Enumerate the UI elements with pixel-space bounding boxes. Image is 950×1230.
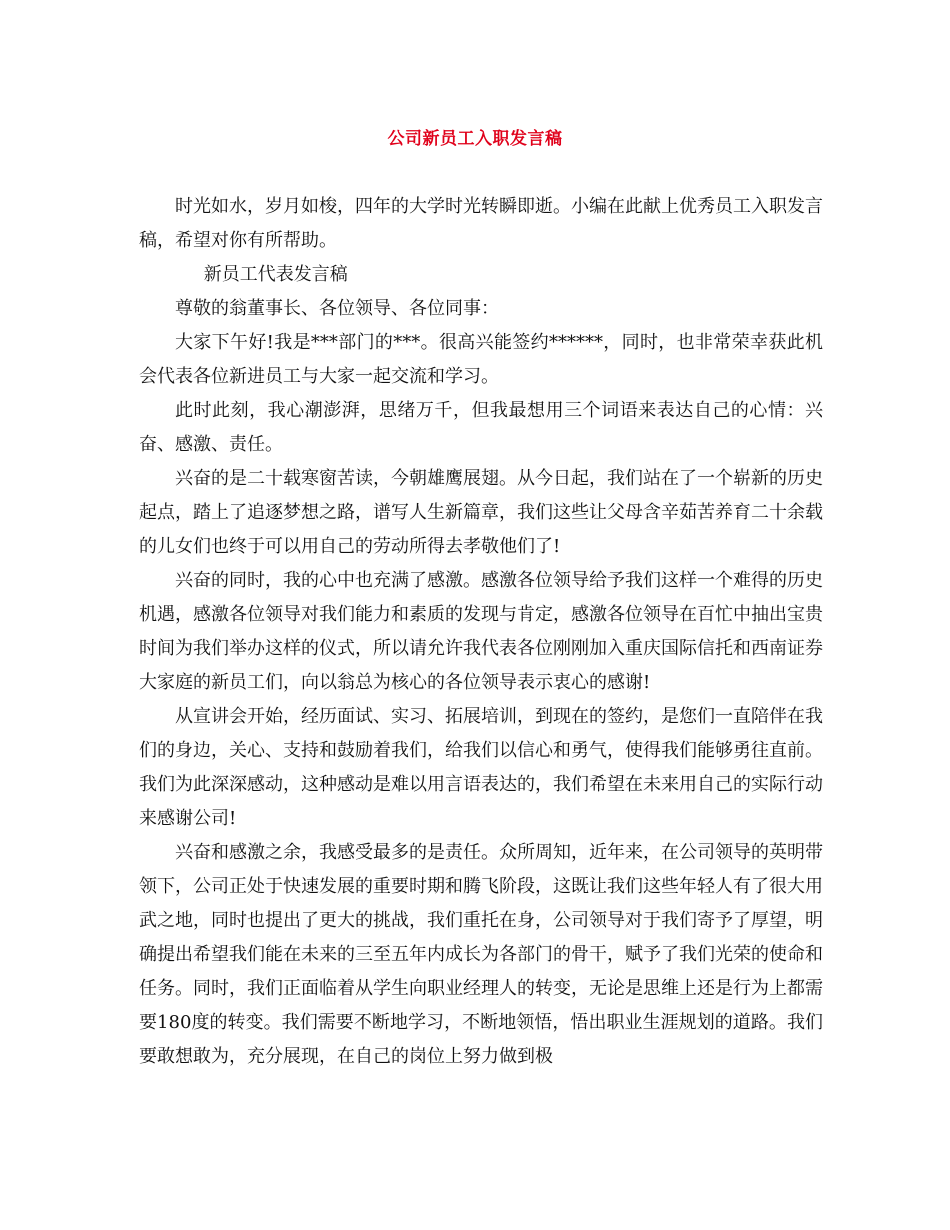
body-paragraph: 大家下午好!我是***部门的***。很高兴能签约******，同时，也非常荣幸获此机会代表各位新进员工与大家一起交流和学习。	[139, 332, 823, 387]
body-paragraph: 兴奋的是二十载寒窗苦读，今朝雄鹰展翅。从今日起，我们站在了一个崭新的历史起点，踏上了追逐梦想之路，谱写人生新篇章，我们这些让父母含辛茹苦养育二十余载的儿女们也终于可以用自己的劳动所得去孝敬他们了!	[139, 468, 823, 557]
body-paragraph: 此时此刻，我心潮澎湃，思绪万千，但我最想用三个词语来表达自己的心情：兴奋、感激、责任。	[139, 400, 823, 455]
document-title: 公司新员工入职发言稿	[387, 129, 563, 149]
document-body	[139, 190, 823, 1074]
salutation: 尊敬的翁董事长、各位领导、各位同事：	[175, 298, 499, 319]
speech-subtitle: 新员工代表发言稿	[203, 264, 348, 285]
intro-paragraph: 时光如水，岁月如梭，四年的大学时光转瞬即逝。小编在此献上优秀员工入职发言稿，希望对你有所帮助。	[139, 196, 823, 251]
body-paragraph: 兴奋和感激之余，我感受最多的是责任。众所周知，近年来，在公司领导的英明带领下，公司正处于快速发展的重要时期和腾飞阶段，这既让我们这些年轻人有了很大用武之地，同时也提出了更大的挑战，我们重托在身，公司领导对于我们寄予了厚望，明确提出希望我们能在未来的三至五年内成长为各部门的骨干，赋予了我们光荣的使命和任务。同时，我们正面临着从学生向职业经理人的转变，无论是思维上还是行为上都需要180度的转变。我们需要不断地学习，不断地领悟，悟出职业生涯规划的道路。我们要敢想敢为，充分展现，在自己的岗位上努力做到极	[139, 842, 823, 1067]
body-paragraph: 兴奋的同时，我的心中也充满了感激。感激各位领导给予我们这样一个难得的历史机遇，感激各位领导对我们能力和素质的发现与肯定，感激各位领导在百忙中抽出宝贵时间为我们举办这样的仪式，所以请允许我代表各位刚刚加入重庆国际信托和西南证券大家庭的新员工们，向以翁总为核心的各位领导表示衷心的感谢!	[139, 570, 823, 693]
body-paragraph: 从宣讲会开始，经历面试、实习、拓展培训，到现在的签约，是您们一直陪伴在我们的身边，关心、支持和鼓励着我们，给我们以信心和勇气，使得我们能够勇往直前。我们为此深深感动，这种感动是难以用言语表达的，我们希望在未来用自己的实际行动来感谢公司!	[139, 706, 823, 829]
